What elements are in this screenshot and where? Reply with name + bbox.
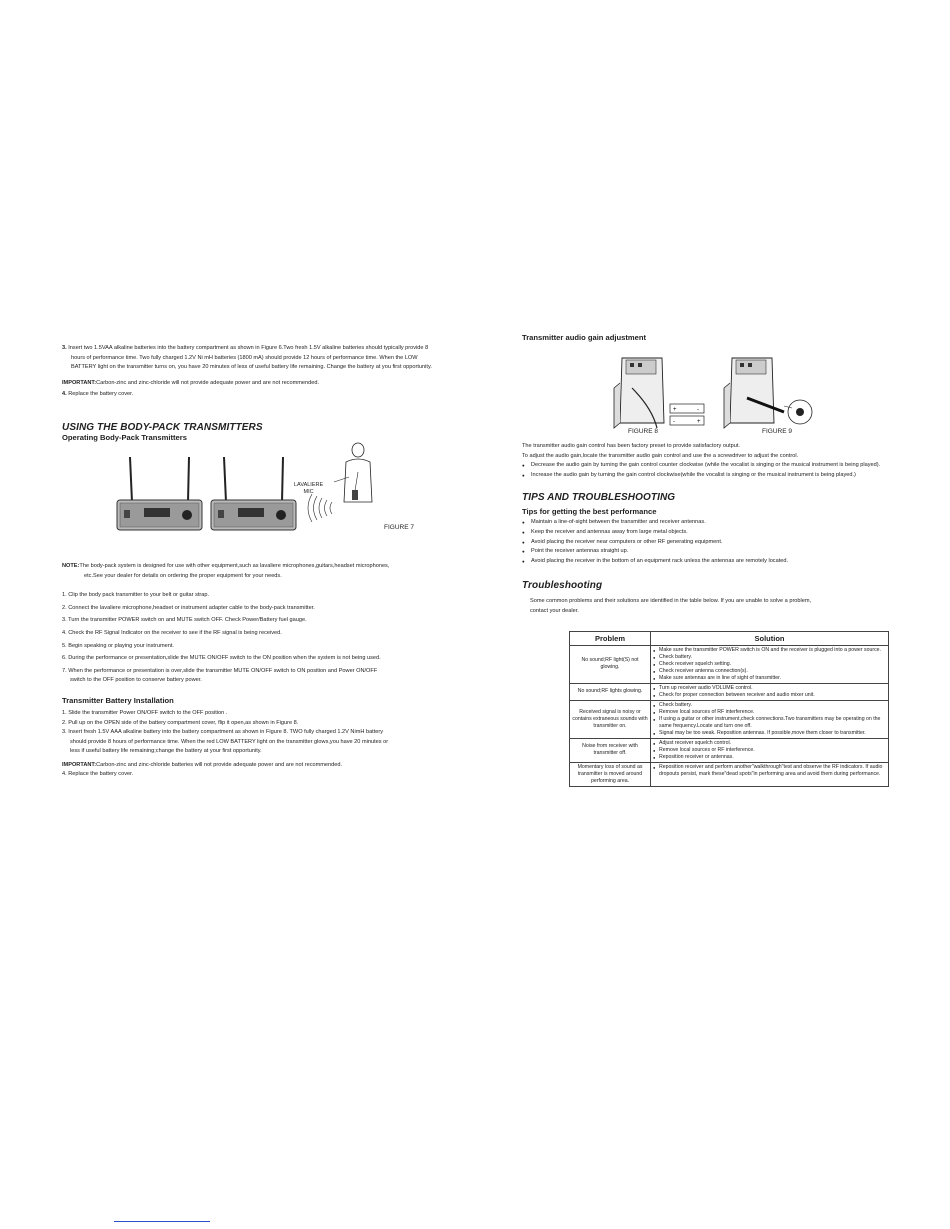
tips-section-title: TIPS AND TROUBLESHOOTING — [522, 492, 676, 504]
problem-cell: Noise from receiver with transmitter off. — [570, 738, 651, 762]
gain-text-1: The transmitter audio gain control has been factory preset to provide satisfactory output. — [522, 443, 740, 449]
solution-item: ● Turn up receiver audio VOLUME control. — [653, 685, 886, 692]
battery-step-2: 2. Pull up on the OPEN side of the battery compartment cover, flip it open,as shown in Figure 8. — [62, 719, 299, 726]
operating-step-5: 5. Begin speaking or playing your instrument. — [62, 642, 174, 649]
figure-7 — [62, 442, 442, 552]
operating-step-6: 6. During the performance or presentation,slide the MUTE ON/OFF switch to the ON position when the system is not being used. — [62, 655, 381, 662]
important-note-1 — [62, 379, 442, 389]
step3-number: 3. — [62, 345, 67, 351]
battery-installation-title: Transmitter Battery Installation — [62, 695, 174, 705]
solution-item: ● Make sure the transmitter POWER switch is ON and the receiver is plugged into a power source. — [653, 647, 886, 654]
battery-step-3-cont-2: less if useful battery life remaining;change the battery at your first opportunity. — [70, 748, 262, 755]
step3-text: Insert two 1.5VAA alkaline batteries into the battery compartment as shown in Figure 6.Two fresh 1.5V alkaline batteries should typically provide 8 hours of performance time. Two fully charged 1.2V Ni mH batteries (1800 mA) should provide 12 hours of performance time. When the LOW BATTERY light on the transmitter turns on, you have 20 minutes of less of useful battery life remaining. Change the battery at you first opportunity. — [68, 345, 432, 371]
svg-text:-: - — [673, 419, 675, 425]
section-title-bodypack: USING THE BODY-PACK TRANSMITTERS — [62, 421, 263, 433]
table-row — [570, 738, 889, 762]
note-paragraph — [62, 562, 442, 572]
figure-8-label: FIGURE 8 — [628, 428, 658, 435]
right-page — [522, 333, 892, 787]
gain-text-2: To adjust the audio gain,locate the transmitter audio gain control and use the a screwdriver to adjust the control. — [522, 452, 799, 459]
svg-text:+: + — [673, 407, 677, 413]
table-row — [570, 700, 889, 738]
tips-subtitle: Tips for getting the best performance — [522, 507, 657, 517]
gain-bullet-increase: ● Increase the audio gain by turning the gain control clockwise(while the vocalist is singing or the musical instrument is being played.) — [522, 471, 892, 481]
operating-step-7-cont: switch to the OFF position to conserve battery power. — [70, 677, 202, 684]
solution-item: ● Remove local sources or RF interference. — [653, 747, 886, 754]
figure-9-label: FIGURE 9 — [762, 428, 792, 435]
note-label: NOTE: — [62, 562, 80, 569]
troubleshooting-title: Troubleshooting — [522, 580, 603, 592]
solution-item: ● Reposition receiver and perform another"walkthrough"test and observe the RF indicators. If audio dropouts persist, mark these"dead spots"in performing area and avoid them during performance. — [653, 764, 886, 778]
solution-item: ● Check for proper connection between receiver and audio mixer unit. — [653, 692, 886, 699]
troubleshooting-table — [569, 631, 889, 787]
problem-cell: No sound;RF lights glowing. — [570, 683, 651, 700]
svg-text:+: + — [697, 419, 701, 425]
lavaliere-callout-line2: MIC — [303, 488, 314, 495]
battery-step-3: 3. Insert fresh 1.5V AAA alkaline battery into the battery compartment as shown in Figure 8. TWO fully charged 1.2V NimH battery — [62, 729, 384, 736]
solution-item: ● Reposition receiver or antennas. — [653, 754, 886, 761]
battery-step-3-cont-1: should provide 8 hours of performance time. When the red LOW BATTERY light on the transmitter glows,you have 20 minutes or — [70, 738, 389, 745]
step3-paragraph — [62, 344, 442, 373]
solution-item: ● Check receiver squelch setting. — [653, 661, 886, 668]
solution-item: ● Make sure antennas are in line of sight of transmitter. — [653, 675, 886, 682]
table-header-row — [570, 631, 889, 645]
table-row — [570, 683, 889, 700]
solution-item: ● Adjust receiver squelch control. — [653, 740, 886, 747]
problem-cell: Momentary loss of sound as transmitter is moved around performing area. — [570, 762, 651, 786]
operating-step-7: 7. When the performance or presentation is over,slide the transmitter MUTE ON/OFF switch to ON position and Power ON/OFF — [62, 667, 378, 674]
troubleshooting-intro-1: Some common problems and their solutions are identified in the table below. If you are unable to solve a problem, — [530, 598, 812, 605]
tip-item: ● Avoid placing the receiver in the bottom of an equipment rack unless the antennas are remotely located. — [522, 557, 892, 567]
solution-cell — [651, 762, 889, 786]
lavaliere-callout — [294, 482, 323, 496]
tip-item: ● Keep the receiver and antennas away from large metal objects. — [522, 528, 892, 538]
operating-step-3: 3. Turn the transmitter POWER switch on and MUTE switch OFF. Check Power/Battery fuel gauge. — [62, 617, 307, 624]
battery-step-1: 1. Slide the transmitter Power ON/OFF switch to the OFF position . — [62, 709, 228, 716]
important-label-2: IMPORTANT: — [62, 761, 97, 768]
note-text-2: etc.See your dealer for details on ordering the proper equipment for your needs. — [84, 572, 282, 579]
transmitter-illustration — [522, 348, 892, 432]
operating-step-2: 2. Connect the lavaliere microphone,headset or instrument adapter cable to the body-pack transmitter. — [62, 604, 315, 611]
left-page — [62, 344, 442, 782]
lavaliere-callout-line1: LAVALIERE — [294, 481, 324, 488]
solution-item: ● Signal may be too weak. Reposition antennas. If possible,move them closer to transmitter. — [653, 730, 886, 737]
note-text-1: The body-pack system is designed for use with other equipment,such as lavaliere microphones,guitars,headset microphones, — [79, 562, 390, 569]
gain-bullets — [522, 461, 892, 480]
solution-cell — [651, 683, 889, 700]
problem-cell: No sound;RF light(S) not glowing. — [570, 645, 651, 683]
important-label-1: IMPORTANT: — [62, 379, 97, 386]
figures-8-9 — [522, 342, 892, 438]
tip-item: ● Avoid placing the receiver near computers or other RF generating equipment. — [522, 538, 892, 548]
important-text-1: Carbon-zinc and zinc-chloride will not provide adequate power and are not recommended. — [96, 379, 320, 386]
important-note-2 — [62, 761, 442, 771]
receivers-illustration — [62, 442, 442, 552]
important-text-2: Carbon-zinc and zinc-chloride batteries will not provide adequate power and are not recommended. — [96, 761, 343, 768]
solution-cell — [651, 700, 889, 738]
troubleshooting-intro-2: contact your dealer. — [530, 607, 579, 614]
battery-step-4: 4. Replace the battery cover. — [62, 771, 134, 778]
figure-7-label: FIGURE 7 — [384, 523, 414, 531]
step4-paragraph — [62, 390, 442, 400]
solution-cell — [651, 645, 889, 683]
tip-item: ● Maintain a line-of-sight between the transmitter and receiver antennas. — [522, 518, 892, 528]
solution-item: ● Check receiver antenna connection(s). — [653, 668, 886, 675]
table-row — [570, 645, 889, 683]
solution-item: ● Remove local sources of RF interference. — [653, 709, 886, 716]
header-problem: Problem — [570, 631, 651, 645]
step4-number: 4. — [62, 391, 67, 398]
operating-step-4: 4. Check the RF Signal Indicator on the receiver to see if the RF signal is being received. — [62, 629, 282, 636]
operating-steps — [62, 591, 442, 686]
solution-item: ● If using a guitar or other instrument,check connections.Two transmitters may be operating on the same frequency.Locate and turn one off. — [653, 716, 886, 730]
header-solution: Solution — [651, 631, 889, 645]
operating-step-1: 1. Clip the body pack transmitter to your belt or guitar strap. — [62, 592, 210, 599]
table-row — [570, 762, 889, 786]
step4-text: Replace the battery cover. — [68, 391, 134, 398]
tip-item: ● Point the receiver antennas straight up. — [522, 547, 892, 557]
solution-item: ● Check battery. — [653, 654, 886, 661]
svg-text:-: - — [697, 407, 699, 413]
footer-divider-line — [114, 1221, 210, 1222]
problem-cell: Received signal is noisy or contains extraneous sounds with transmitter on. — [570, 700, 651, 738]
solution-cell — [651, 738, 889, 762]
gain-adjustment-title: Transmitter audio gain adjustment — [522, 333, 647, 342]
gain-bullet-decrease: ● Decrease the audio gain by turning the gain control counter clockwise (while the vocalist is singing or the musical instrument is being played). — [522, 461, 892, 471]
solution-item: ● Check battery. — [653, 702, 886, 709]
tips-list — [522, 518, 892, 566]
section-subtitle-bodypack: Operating Body-Pack Transmitters — [62, 432, 187, 442]
